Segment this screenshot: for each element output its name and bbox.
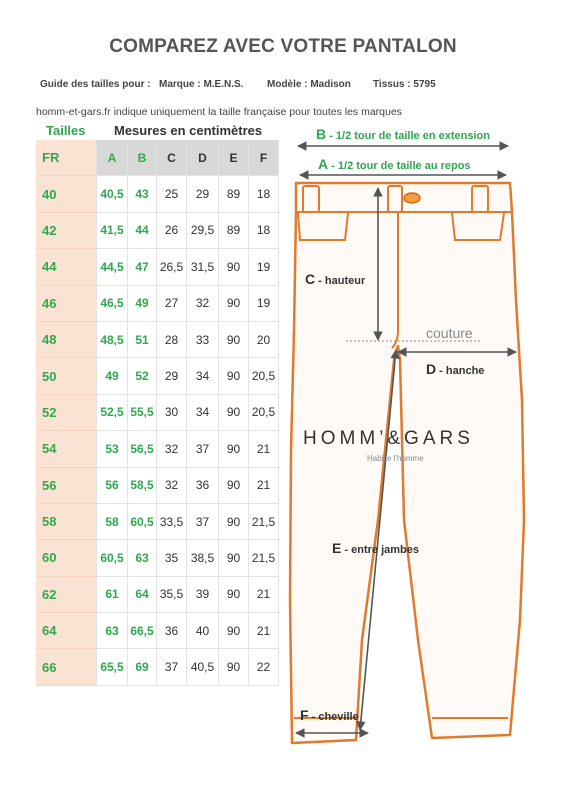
table-cell: 60	[36, 540, 72, 576]
label-f: F - cheville	[300, 707, 359, 723]
table-cell: 58,5	[128, 467, 157, 503]
table-cell: 55,5	[128, 394, 157, 430]
table-cell: 37	[157, 649, 187, 685]
table-cell: 90	[219, 467, 249, 503]
table-cell: 21,5	[249, 540, 279, 576]
table-cell: 40,5	[187, 649, 219, 685]
label-e: E - entre jambes	[332, 540, 419, 556]
table-cell: 69	[128, 649, 157, 685]
table-cell: 26	[157, 212, 187, 248]
table-cell: 54	[36, 431, 72, 467]
table-cell: 48	[36, 321, 72, 357]
label-c: C - hauteur	[305, 271, 366, 287]
table-cell: 20	[249, 321, 279, 357]
table-cell: 39	[187, 576, 219, 612]
column-header: B	[128, 140, 157, 176]
table-cell: 49	[128, 285, 157, 321]
table-cell: 34	[187, 358, 219, 394]
table-cell: 65,5	[97, 649, 128, 685]
label-a: A - 1/2 tour de taille au repos	[318, 156, 471, 172]
table-cell: 21	[249, 467, 279, 503]
column-header: F	[249, 140, 279, 176]
table-cell: 37	[187, 503, 219, 539]
table-cell: 18	[249, 212, 279, 248]
table-cell: 58	[36, 503, 72, 539]
table-cell: 46	[36, 285, 72, 321]
table-cell: 34	[187, 394, 219, 430]
label-d: D - hanche	[426, 361, 485, 377]
table-cell: 47	[128, 249, 157, 285]
table-cell: 44,5	[97, 249, 128, 285]
table-cell: 25	[157, 176, 187, 212]
table-cell: 29	[157, 358, 187, 394]
table-cell: 37	[187, 431, 219, 467]
table-cell: 36	[157, 613, 187, 649]
table-cell: 63	[128, 540, 157, 576]
table-cell: 48,5	[97, 321, 128, 357]
table-cell: 29,5	[187, 212, 219, 248]
table-cell: 89	[219, 212, 249, 248]
table-cell: 66,5	[128, 613, 157, 649]
column-header: E	[219, 140, 249, 176]
table-cell: 90	[219, 649, 249, 685]
table-cell: 52	[128, 358, 157, 394]
table-cell: 32	[187, 285, 219, 321]
table-cell: 66	[36, 649, 72, 685]
table-cell: 20,5	[249, 358, 279, 394]
table-cell: 19	[249, 285, 279, 321]
table-cell: 90	[219, 358, 249, 394]
table-cell: 18	[249, 176, 279, 212]
table-cell: 90	[219, 576, 249, 612]
mesures-header: Mesures en centimètres	[114, 123, 263, 138]
table-cell: 63	[97, 613, 128, 649]
table-cell: 90	[219, 431, 249, 467]
guide-modele: Modèle : Madison	[267, 79, 351, 90]
table-cell: 36	[187, 467, 219, 503]
table-cell: 51	[128, 321, 157, 357]
table-cell: 64	[128, 576, 157, 612]
table-cell: 90	[219, 394, 249, 430]
table-cell: 56,5	[128, 431, 157, 467]
table-cell: 44	[36, 249, 72, 285]
table-cell: 33,5	[157, 503, 187, 539]
guide-label: Guide des tailles pour :	[40, 79, 151, 90]
table-cell: 49	[97, 358, 128, 394]
table-cell: 40	[36, 176, 72, 212]
column-header: A	[97, 140, 128, 176]
table-cell: 28	[157, 321, 187, 357]
column-header: FR	[36, 140, 72, 176]
table-cell: 52	[36, 394, 72, 430]
table-cell: 30	[157, 394, 187, 430]
table-cell: 46,5	[97, 285, 128, 321]
table-cell: 90	[219, 613, 249, 649]
table-cell: 90	[219, 285, 249, 321]
table-cell: 60,5	[97, 540, 128, 576]
table-cell: 35,5	[157, 576, 187, 612]
table-cell: 33	[187, 321, 219, 357]
table-cell: 43	[128, 176, 157, 212]
table-cell: 61	[97, 576, 128, 612]
table-cell: 41,5	[97, 212, 128, 248]
guide-marque: Marque : M.E.N.S.	[159, 79, 244, 90]
brand-tagline: Habille l'homme	[367, 454, 424, 463]
table-cell: 42	[36, 212, 72, 248]
table-cell: 90	[219, 540, 249, 576]
table-cell: 21	[249, 576, 279, 612]
table-cell: 21,5	[249, 503, 279, 539]
table-cell: 21	[249, 431, 279, 467]
table-cell: 90	[219, 249, 249, 285]
label-b: B - 1/2 tour de taille en extension	[316, 126, 490, 142]
pants-outline	[290, 183, 524, 743]
table-cell: 38,5	[187, 540, 219, 576]
table-cell: 19	[249, 249, 279, 285]
couture-label: couture	[426, 325, 473, 341]
column-header: C	[157, 140, 187, 176]
table-cell: 21	[249, 613, 279, 649]
table-cell: 35	[157, 540, 187, 576]
table-cell: 29	[187, 176, 219, 212]
page-title: COMPAREZ AVEC VOTRE PANTALON	[109, 36, 457, 57]
table-cell: 32	[157, 467, 187, 503]
table-cell: 62	[36, 576, 72, 612]
button-icon	[404, 193, 420, 203]
column-header: D	[187, 140, 219, 176]
table-cell: 53	[97, 431, 128, 467]
table-cell: 60,5	[128, 503, 157, 539]
table-cell: 44	[128, 212, 157, 248]
brand-logo: HOMM’&GARS	[303, 428, 474, 449]
table-cell: 32	[157, 431, 187, 467]
tailles-header: Tailles	[46, 123, 86, 138]
brand-note: homm-et-gars.fr indique uniquement la taille française pour toutes les marques	[36, 106, 402, 118]
table-cell: 52,5	[97, 394, 128, 430]
table-cell: 22	[249, 649, 279, 685]
table-cell: 27	[157, 285, 187, 321]
table-cell: 89	[219, 176, 249, 212]
table-cell: 90	[219, 321, 249, 357]
table-cell: 40,5	[97, 176, 128, 212]
guide-tissus: Tissus : 5795	[373, 79, 436, 90]
table-cell: 40	[187, 613, 219, 649]
table-cell: 64	[36, 613, 72, 649]
table-cell: 56	[97, 467, 128, 503]
table-cell: 90	[219, 503, 249, 539]
table-cell: 50	[36, 358, 72, 394]
table-cell: 31,5	[187, 249, 219, 285]
table-cell: 26,5	[157, 249, 187, 285]
table-cell: 58	[97, 503, 128, 539]
table-cell: 20,5	[249, 394, 279, 430]
table-cell: 56	[36, 467, 72, 503]
